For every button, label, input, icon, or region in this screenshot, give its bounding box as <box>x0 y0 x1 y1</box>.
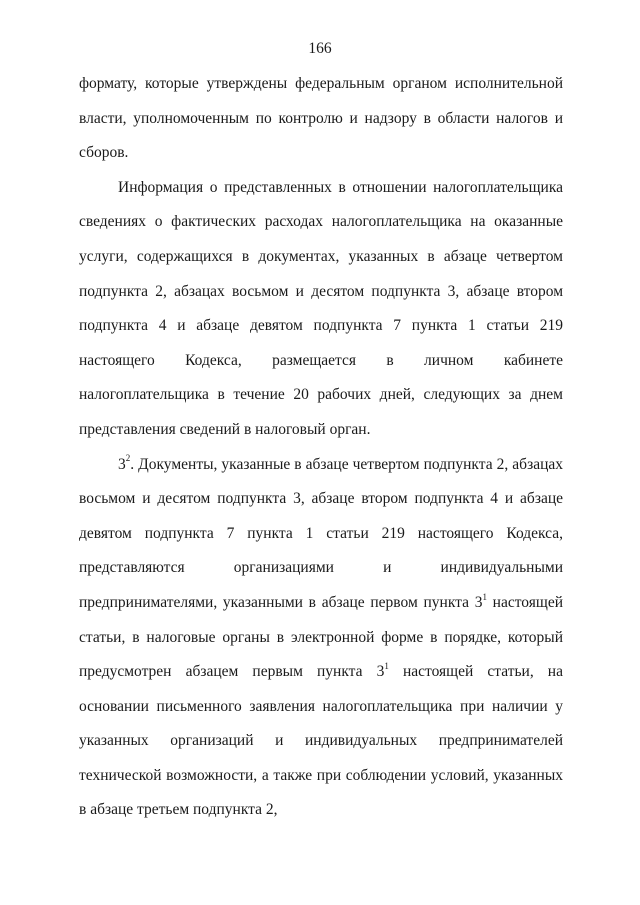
paragraph-text-part-b: настоящей статьи, в налоговые органы в электронной форме в порядке, который предусмотрен абзацем первым пункта <box>79 593 564 681</box>
paragraph-text-part-a: . Документы, указанные в абзаце четвертом подпункта 2, абзацах восьмом и десятом подпункта 3, абзаце втором подпункта 4 и абзаце девятом подпункта 7 пункта 1 статьи 219 настоящего Кодекса, представляются организациями и индивидуальными предпринимателями, указанными в абзаце первом пункта <box>79 455 563 611</box>
reference-superscript: 1 <box>482 591 487 602</box>
item-number: 3 <box>118 455 126 473</box>
reference-number: 3 <box>376 663 385 681</box>
page-number: 166 <box>308 40 332 57</box>
reference-superscript: 1 <box>384 660 389 671</box>
paragraph-text-part-c: настоящей статьи, на основании письменного заявления налогоплательщика при наличии у указанных организаций и индивидуальных предпринимателей технической возможности, а также при соблюдении условий, указанных в абзаце третьем подпункта 2, <box>79 663 563 819</box>
paragraph-continuation: формату, которые утверждены федеральным органом исполнительной власти, уполномоченным по контролю и надзору в области налогов и сборов. <box>79 75 563 162</box>
paragraph-item-3-2 <box>79 448 563 829</box>
document-body <box>79 67 563 828</box>
paragraph-information: Информация о представленных в отношении налогоплательщика сведениях о фактических расходах налогоплательщика на оказанные услуги, содержащихся в документах, указанных в абзаце четвертом подпункта 2, абзацах восьмом и десятом подпункта 3, абзаце втором подпункта 4 и абзаце девятом подпункта 7 пункта 1 статьи 219 настоящего Кодекса, размещается в личном кабинете налогоплательщика в течение 20 рабочих дней, следующих за днем представления сведений в налоговый орган. <box>79 178 563 438</box>
reference-number: 3 <box>474 593 483 611</box>
item-number-superscript: 2 <box>125 453 131 464</box>
